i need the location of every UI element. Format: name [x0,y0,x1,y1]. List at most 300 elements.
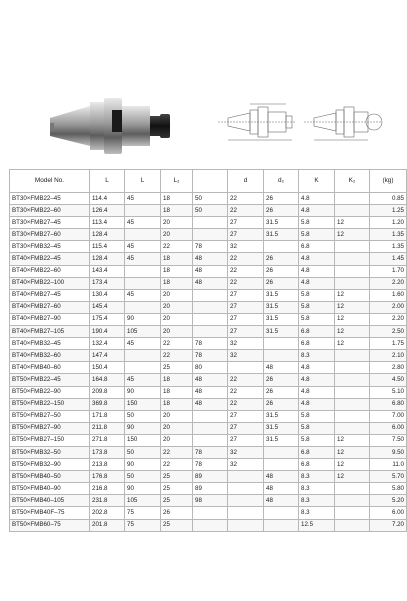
cell-l2: 20 [161,217,193,229]
table-row [10,422,407,434]
cell-model: BT50×FMB32–50 [10,446,90,458]
cell-blank [193,217,228,229]
cell-d: 27 [228,422,264,434]
cell-l2: 22 [161,338,193,350]
cell-k: 6.8 [299,326,335,338]
cell-d: 22 [228,374,264,386]
cell-d2: 31.5 [264,410,299,422]
cell-l2: 18 [161,265,193,277]
cell-blank: 50 [193,193,228,205]
cell-d: 22 [228,265,264,277]
cell-blank [193,289,228,301]
cell-d2: 26 [264,193,299,205]
cell-k: 8.3 [299,483,335,495]
table-row [10,459,407,471]
table-row [10,205,407,217]
cell-l: 128.4 [90,253,125,265]
cell-k: 8.3 [299,350,335,362]
cell-k2: 12 [335,434,370,446]
cell-d2: 48 [264,483,299,495]
cell-k2 [335,265,370,277]
cell-k2 [335,422,370,434]
cell-k2 [335,483,370,495]
cell-blank [193,519,228,531]
cell-k: 12.5 [299,519,335,531]
cell-d: 22 [228,386,264,398]
cell-k2 [335,386,370,398]
cell-k2 [335,398,370,410]
cell-d: 22 [228,193,264,205]
cell-d2: 48 [264,471,299,483]
cell-l1 [125,229,161,241]
cell-weight: 2.50 [370,326,407,338]
cell-model: BT50×FMB32–90 [10,459,90,471]
cell-d: 32 [228,338,264,350]
cell-l: 164.8 [90,374,125,386]
table-row [10,265,407,277]
cell-model: BT30×FMB27–60 [10,229,90,241]
cell-k2: 12 [335,289,370,301]
cell-weight: 5.80 [370,483,407,495]
cell-d: 27 [228,410,264,422]
cell-l2: 22 [161,241,193,253]
cell-model: BT40×FMB22–60 [10,265,90,277]
cell-model: BT40×FMB32–60 [10,350,90,362]
cell-model: BT40×FMB27–105 [10,326,90,338]
cell-d2: 31.5 [264,229,299,241]
cell-d [228,471,264,483]
cell-d [228,483,264,495]
cell-l2: 20 [161,229,193,241]
table-row [10,338,407,350]
cell-model: BT40×FMB22–45 [10,253,90,265]
cell-d [228,519,264,531]
cell-l1: 45 [125,338,161,350]
cell-d2: 26 [264,265,299,277]
cell-l1: 45 [125,253,161,265]
table-row [10,410,407,422]
spec-table [9,169,407,532]
cell-blank [193,313,228,325]
cell-k: 6.8 [299,338,335,350]
cell-blank: 48 [193,253,228,265]
cell-d2: 26 [264,386,299,398]
cell-model: BT40×FMB27–60 [10,301,90,313]
cell-l1: 75 [125,519,161,531]
cell-blank: 48 [193,265,228,277]
cell-l: 216.8 [90,483,125,495]
cell-model: BT50×FMB22–90 [10,386,90,398]
cell-k2: 12 [335,229,370,241]
cell-l: 173.4 [90,277,125,289]
cell-blank: 78 [193,446,228,458]
cell-d2: 31.5 [264,289,299,301]
cell-d2: 26 [264,374,299,386]
table-row [10,483,407,495]
cell-blank: 78 [193,459,228,471]
cell-k: 4.8 [299,374,335,386]
cell-weight: 5.20 [370,495,407,507]
cell-k: 8.3 [299,507,335,519]
cell-blank [193,301,228,313]
cell-l1: 45 [125,193,161,205]
cell-d2: 48 [264,495,299,507]
cell-l: 150.4 [90,362,125,374]
table-row [10,241,407,253]
cell-blank: 78 [193,338,228,350]
cell-d2: 31.5 [264,434,299,446]
cell-l1: 105 [125,495,161,507]
cell-l2: 18 [161,386,193,398]
table-row [10,350,407,362]
cell-l1 [125,301,161,313]
cell-blank: 89 [193,471,228,483]
cell-blank: 48 [193,398,228,410]
cell-l2: 26 [161,507,193,519]
cell-model: BT50×FMB22–150 [10,398,90,410]
cell-k: 6.8 [299,241,335,253]
cell-k2 [335,374,370,386]
cell-l1: 150 [125,398,161,410]
cell-l1: 90 [125,422,161,434]
cell-weight: 2.80 [370,362,407,374]
cell-l1: 45 [125,241,161,253]
cell-d: 27 [228,313,264,325]
cell-d2 [264,507,299,519]
cell-l: 145.4 [90,301,125,313]
cell-d2: 31.5 [264,301,299,313]
cell-weight: 7.20 [370,519,407,531]
cell-model: BT50×FMB40F–75 [10,507,90,519]
cell-k: 4.8 [299,277,335,289]
cell-l: 171.8 [90,410,125,422]
product-image-area [0,72,401,182]
cell-l2: 25 [161,362,193,374]
cell-l2: 25 [161,519,193,531]
cell-model: BT50×FMB40–50 [10,471,90,483]
technical-drawings [214,98,386,146]
cell-k: 4.8 [299,362,335,374]
cell-d: 27 [228,217,264,229]
cell-k2: 12 [335,301,370,313]
cell-l: 211.8 [90,422,125,434]
cell-l2: 25 [161,495,193,507]
cell-d [228,362,264,374]
cell-l1: 90 [125,386,161,398]
cell-k2: 12 [335,326,370,338]
cell-d: 22 [228,277,264,289]
cell-model: BT50×FMB27–90 [10,422,90,434]
cell-d2 [264,459,299,471]
cell-k: 5.8 [299,301,335,313]
cell-model: BT40×FMB27–90 [10,313,90,325]
table-row [10,313,407,325]
cell-k2: 12 [335,446,370,458]
cell-weight: 7.00 [370,410,407,422]
header-weight: (kg) [370,170,407,193]
table-row [10,519,407,531]
cell-weight: 1.20 [370,217,407,229]
cell-weight: 4.50 [370,374,407,386]
cell-l: 115.4 [90,241,125,253]
table-body [10,193,407,532]
cell-l: 173.8 [90,446,125,458]
cell-k: 4.8 [299,253,335,265]
cell-l: 213.8 [90,459,125,471]
cell-l: 202.8 [90,507,125,519]
cell-l2: 18 [161,277,193,289]
cell-weight: 7.50 [370,434,407,446]
cell-model: BT50×FMB22–45 [10,374,90,386]
cell-k2: 12 [335,313,370,325]
cell-k2 [335,350,370,362]
cell-blank [193,422,228,434]
table-row [10,289,407,301]
cell-d2 [264,338,299,350]
cell-l: 190.4 [90,326,125,338]
cell-d: 27 [228,326,264,338]
cell-k: 8.3 [299,471,335,483]
cell-weight: 1.35 [370,229,407,241]
cell-weight: 1.35 [370,241,407,253]
cell-d: 27 [228,229,264,241]
cell-d: 32 [228,446,264,458]
cell-weight: 6.80 [370,398,407,410]
cell-d2: 26 [264,253,299,265]
cell-l1: 150 [125,434,161,446]
cell-d [228,495,264,507]
cell-d: 22 [228,253,264,265]
cell-weight: 5.70 [370,471,407,483]
cell-l1: 50 [125,410,161,422]
cell-k2 [335,495,370,507]
table-row [10,217,407,229]
cell-d: 32 [228,241,264,253]
cell-k: 5.8 [299,229,335,241]
cell-l2: 22 [161,459,193,471]
cell-d2 [264,519,299,531]
cell-model: BT30×FMB27–45 [10,217,90,229]
cell-d: 22 [228,398,264,410]
cell-l2: 22 [161,350,193,362]
cell-l2: 20 [161,410,193,422]
cell-blank: 78 [193,350,228,362]
cell-blank [193,410,228,422]
cell-k2: 12 [335,338,370,350]
cell-l2: 20 [161,434,193,446]
cell-k2 [335,193,370,205]
cell-weight: 9.50 [370,446,407,458]
header-d: d [228,170,264,193]
cell-k: 4.8 [299,193,335,205]
cell-d2: 31.5 [264,313,299,325]
table-row [10,386,407,398]
cell-l1: 45 [125,374,161,386]
cell-l1 [125,277,161,289]
cell-k2 [335,241,370,253]
table-row [10,229,407,241]
cell-k2 [335,507,370,519]
cell-weight: 5.10 [370,386,407,398]
table-row [10,507,407,519]
cell-l1: 75 [125,507,161,519]
cell-k: 5.8 [299,434,335,446]
cell-l1 [125,265,161,277]
cell-blank [193,326,228,338]
table-row [10,193,407,205]
cell-blank: 50 [193,205,228,217]
cell-l1: 90 [125,459,161,471]
cell-d2: 26 [264,277,299,289]
cell-l: 130.4 [90,289,125,301]
cell-l: 201.8 [90,519,125,531]
cell-weight: 2.00 [370,301,407,313]
cell-weight: 2.20 [370,313,407,325]
cell-k2 [335,362,370,374]
cell-k: 6.8 [299,459,335,471]
cell-l: 113.4 [90,217,125,229]
cell-l: 132.4 [90,338,125,350]
header-k2: K₂ [335,170,370,193]
table-row [10,446,407,458]
cell-d: 27 [228,301,264,313]
cell-l1 [125,205,161,217]
tool-holder-photo [38,88,188,166]
cell-k2: 12 [335,471,370,483]
cell-k2: 12 [335,217,370,229]
cell-weight: 0.85 [370,193,407,205]
cell-l: 209.8 [90,386,125,398]
cell-model: BT50×FMB60–75 [10,519,90,531]
table-row [10,326,407,338]
cell-l2: 20 [161,326,193,338]
header-k: K [299,170,335,193]
table-row [10,374,407,386]
table-row [10,495,407,507]
cell-l: 176.8 [90,471,125,483]
cell-l: 369.8 [90,398,125,410]
cell-blank [193,507,228,519]
table-row [10,253,407,265]
cell-d [228,507,264,519]
cell-k2 [335,410,370,422]
cell-weight: 11.0 [370,459,407,471]
cell-k2: 12 [335,459,370,471]
cell-l1 [125,362,161,374]
cell-l2: 25 [161,483,193,495]
table-row [10,301,407,313]
cell-weight: 1.75 [370,338,407,350]
table-row [10,277,407,289]
cell-model: BT40×FMB27–45 [10,289,90,301]
cell-l: 126.4 [90,205,125,217]
cell-model: BT50×FMB40–90 [10,483,90,495]
header-l: L [90,170,125,193]
cell-l1: 45 [125,217,161,229]
cell-d2: 48 [264,362,299,374]
cell-k2 [335,205,370,217]
cell-k: 4.8 [299,265,335,277]
cell-l: 143.4 [90,265,125,277]
cell-l2: 18 [161,193,193,205]
header-l2: L₂ [161,170,193,193]
cell-d2: 31.5 [264,326,299,338]
cell-l1: 90 [125,313,161,325]
cell-blank: 48 [193,374,228,386]
cell-model: BT40×FMB40–60 [10,362,90,374]
cell-l1: 90 [125,483,161,495]
cell-l2: 18 [161,398,193,410]
cell-d2: 26 [264,398,299,410]
cell-model: BT50×FMB27–150 [10,434,90,446]
cell-model: BT40×FMB22–100 [10,277,90,289]
cell-d: 27 [228,434,264,446]
cell-d: 32 [228,350,264,362]
cell-weight: 1.70 [370,265,407,277]
cell-l1: 50 [125,446,161,458]
cell-blank: 98 [193,495,228,507]
cell-d2: 31.5 [264,217,299,229]
header-model: Model No. [10,170,90,193]
cell-model: BT50×FMB27–50 [10,410,90,422]
cell-blank: 48 [193,386,228,398]
table-row [10,471,407,483]
cell-weight: 1.45 [370,253,407,265]
table-row [10,398,407,410]
cell-k2 [335,253,370,265]
cell-l: 114.4 [90,193,125,205]
cell-d2: 26 [264,205,299,217]
header-l1: L [125,170,161,193]
header-blank [193,170,228,193]
cell-k: 4.8 [299,386,335,398]
cell-model: BT40×FMB32–45 [10,338,90,350]
cell-l2: 20 [161,289,193,301]
cell-l2: 20 [161,422,193,434]
cell-d2 [264,241,299,253]
cell-d2 [264,446,299,458]
cell-k2 [335,519,370,531]
cell-l2: 20 [161,301,193,313]
cell-l: 175.4 [90,313,125,325]
cell-l: 147.4 [90,350,125,362]
cell-d2: 31.5 [264,422,299,434]
table-header-row [10,170,407,193]
cell-d: 32 [228,459,264,471]
cell-k: 8.3 [299,495,335,507]
cell-k: 4.8 [299,398,335,410]
cell-l: 128.4 [90,229,125,241]
cell-k: 5.8 [299,422,335,434]
cell-k2 [335,277,370,289]
cell-blank [193,434,228,446]
cell-d2 [264,350,299,362]
cell-model: BT30×FMB22–60 [10,205,90,217]
cell-l2: 18 [161,253,193,265]
header-d2: d₂ [264,170,299,193]
cell-blank: 78 [193,241,228,253]
cell-model: BT30×FMB32–45 [10,241,90,253]
cell-weight: 6.00 [370,422,407,434]
cell-l2: 18 [161,374,193,386]
cell-d: 22 [228,205,264,217]
cell-k: 6.8 [299,446,335,458]
cell-weight: 1.60 [370,289,407,301]
table-row [10,362,407,374]
cell-blank: 48 [193,277,228,289]
cell-k: 4.8 [299,205,335,217]
cell-l1: 50 [125,471,161,483]
